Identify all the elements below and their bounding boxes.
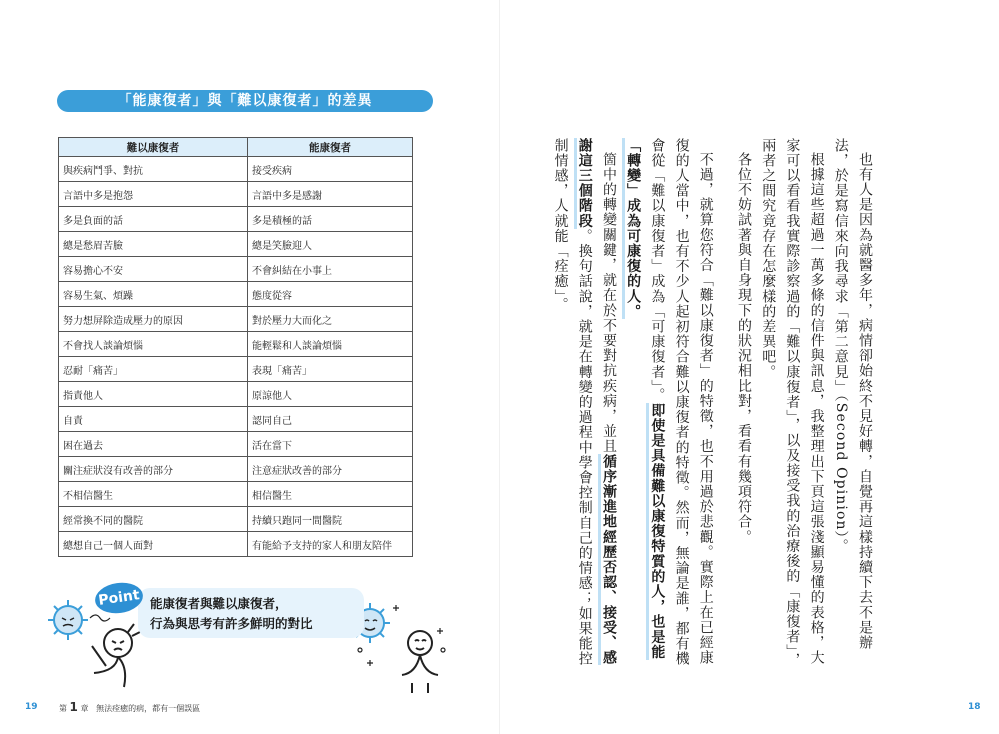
paragraph-5-text-a: 箇中的轉變關鍵，就在於不要對抗疾病，並且 xyxy=(600,152,617,454)
table-cell: 持續只跑同一間醫院 xyxy=(248,507,413,532)
table-cell: 容易擔心不安 xyxy=(59,257,248,282)
table-cell: 困在過去 xyxy=(59,432,248,457)
table-cell: 原諒他人 xyxy=(248,382,413,407)
table-row xyxy=(59,357,413,382)
table-cell: 相信醫生 xyxy=(248,482,413,507)
table-cell: 對於壓力大而化之 xyxy=(248,307,413,332)
table-cell: 多是負面的話 xyxy=(59,207,248,232)
table-cell: 總想自己一個人面對 xyxy=(59,532,248,557)
left-footer xyxy=(0,700,499,716)
chapter-title: 無法痊癒的病，都有一個誤區 xyxy=(96,704,201,713)
table-row xyxy=(59,182,413,207)
column-header-can-recover: 能康復者 xyxy=(248,138,413,157)
table-cell: 關注症狀沒有改善的部分 xyxy=(59,457,248,482)
paragraph-5 xyxy=(548,138,621,678)
table-cell: 忍耐「痛苦」 xyxy=(59,357,248,382)
table-cell: 言語中多是抱怨 xyxy=(59,182,248,207)
calm-person-icon xyxy=(402,631,438,693)
table-cell: 經常換不同的醫院 xyxy=(59,507,248,532)
table-cell: 言語中多是感謝 xyxy=(248,182,413,207)
vertical-body-text xyxy=(552,138,877,678)
paragraph-4-text: 不過，就算您符合「難以康復者」的特徵，也不用過於悲觀。實際上在已經康復的人當中，也有不少人起初符合難以康復者的特徵。然而，無論是誰，都有機會從「難以康復者」成為「可康復者」。 xyxy=(649,138,714,667)
table-row xyxy=(59,307,413,332)
table-cell: 不相信醫生 xyxy=(59,482,248,507)
table-row xyxy=(59,257,413,282)
table-cell: 努力想屏除造成壓力的原因 xyxy=(59,307,248,332)
paragraph-spacer xyxy=(718,138,732,678)
table-row xyxy=(59,432,413,457)
table-cell: 多是積極的話 xyxy=(248,207,413,232)
table-row xyxy=(59,332,413,357)
table-cell: 態度從容 xyxy=(248,282,413,307)
chapter-running-head xyxy=(59,700,200,716)
chapter-prefix: 第 xyxy=(59,704,67,713)
table-cell: 認同自己 xyxy=(248,407,413,432)
chapter-number: 1 xyxy=(69,700,78,714)
point-badge: Point xyxy=(93,580,145,616)
paragraph-2: 根據這些超過一萬多條的信件與訊息，我整理出下頁這張淺顯易懂的表格，大家可以看看我實際診察過的「難以康復者」，以及接受我的治療後的「康復者」，兩者之間究竟存在怎麼樣的差異吧。 xyxy=(760,138,825,668)
table-row xyxy=(59,457,413,482)
table-cell: 指責他人 xyxy=(59,382,248,407)
table-row xyxy=(59,157,413,182)
table-cell: 能輕鬆和人談論煩惱 xyxy=(248,332,413,357)
table-cell: 有能給予支持的家人和朋友陪伴 xyxy=(248,532,413,557)
point-line-1: 能康復者與難以康復者， xyxy=(150,596,288,611)
table-title-banner: 「能康復者」與「難以康復者」的差異 xyxy=(57,90,433,112)
table-cell: 不會找人談論煩惱 xyxy=(59,332,248,357)
point-line-2: 行為與思考有許多鮮明的對比 xyxy=(150,616,313,631)
table-row xyxy=(59,482,413,507)
table-cell: 總是笑臉迎人 xyxy=(248,232,413,257)
paragraph-4-highlight: 即使是具備難以康復特質的人，也是能「轉變」成為可康復的人。 xyxy=(622,138,665,660)
paragraph-3: 各位不妨試著與自身現下的狀況相比對，看看有幾項符合。 xyxy=(735,152,752,545)
point-callout-text xyxy=(150,594,362,634)
chapter-suffix: 章 xyxy=(80,704,89,713)
page-number-right: 18 xyxy=(968,702,981,712)
column-header-hard-to-recover: 難以康復者 xyxy=(59,138,248,157)
table-row xyxy=(59,282,413,307)
table-cell: 容易生氣、煩躁 xyxy=(59,282,248,307)
table-cell: 活在當下 xyxy=(248,432,413,457)
table-row xyxy=(59,507,413,532)
paragraph-1: 也有人是因為就醫多年，病情卻始終不見好轉，自覺再這樣持續下去不是辦法，於是寫信來向我尋求「第二意見」（Second Opinion）。 xyxy=(832,138,873,651)
paragraph-4 xyxy=(621,138,718,678)
table-cell: 表現「痛苦」 xyxy=(248,357,413,382)
table-row xyxy=(59,382,413,407)
table-cell: 不會糾結在小事上 xyxy=(248,257,413,282)
table-cell: 總是愁眉苦臉 xyxy=(59,232,248,257)
comparison-table xyxy=(58,137,413,557)
table-row xyxy=(59,207,413,232)
paragraph-5-highlight: 循序漸進地經歷否認、接受、感謝這三個階段 xyxy=(574,138,617,665)
table-cell: 自責 xyxy=(59,407,248,432)
table-cell: 與疾病鬥爭、對抗 xyxy=(59,157,248,182)
paragraph-5-text-b: 。換句話說，就是在轉變的過程中學會控制自己的情感；如果能控制情感，人就能「痊癒」。 xyxy=(552,138,593,667)
table-cell: 接受疾病 xyxy=(248,157,413,182)
table-row xyxy=(59,232,413,257)
page-number-left: 19 xyxy=(25,702,38,712)
table-header-row xyxy=(59,138,413,157)
table-row xyxy=(59,407,413,432)
angry-virus-icon xyxy=(48,600,88,640)
table-row xyxy=(59,532,413,557)
table-cell: 注意症狀改善的部分 xyxy=(248,457,413,482)
angry-person-icon xyxy=(92,624,140,687)
